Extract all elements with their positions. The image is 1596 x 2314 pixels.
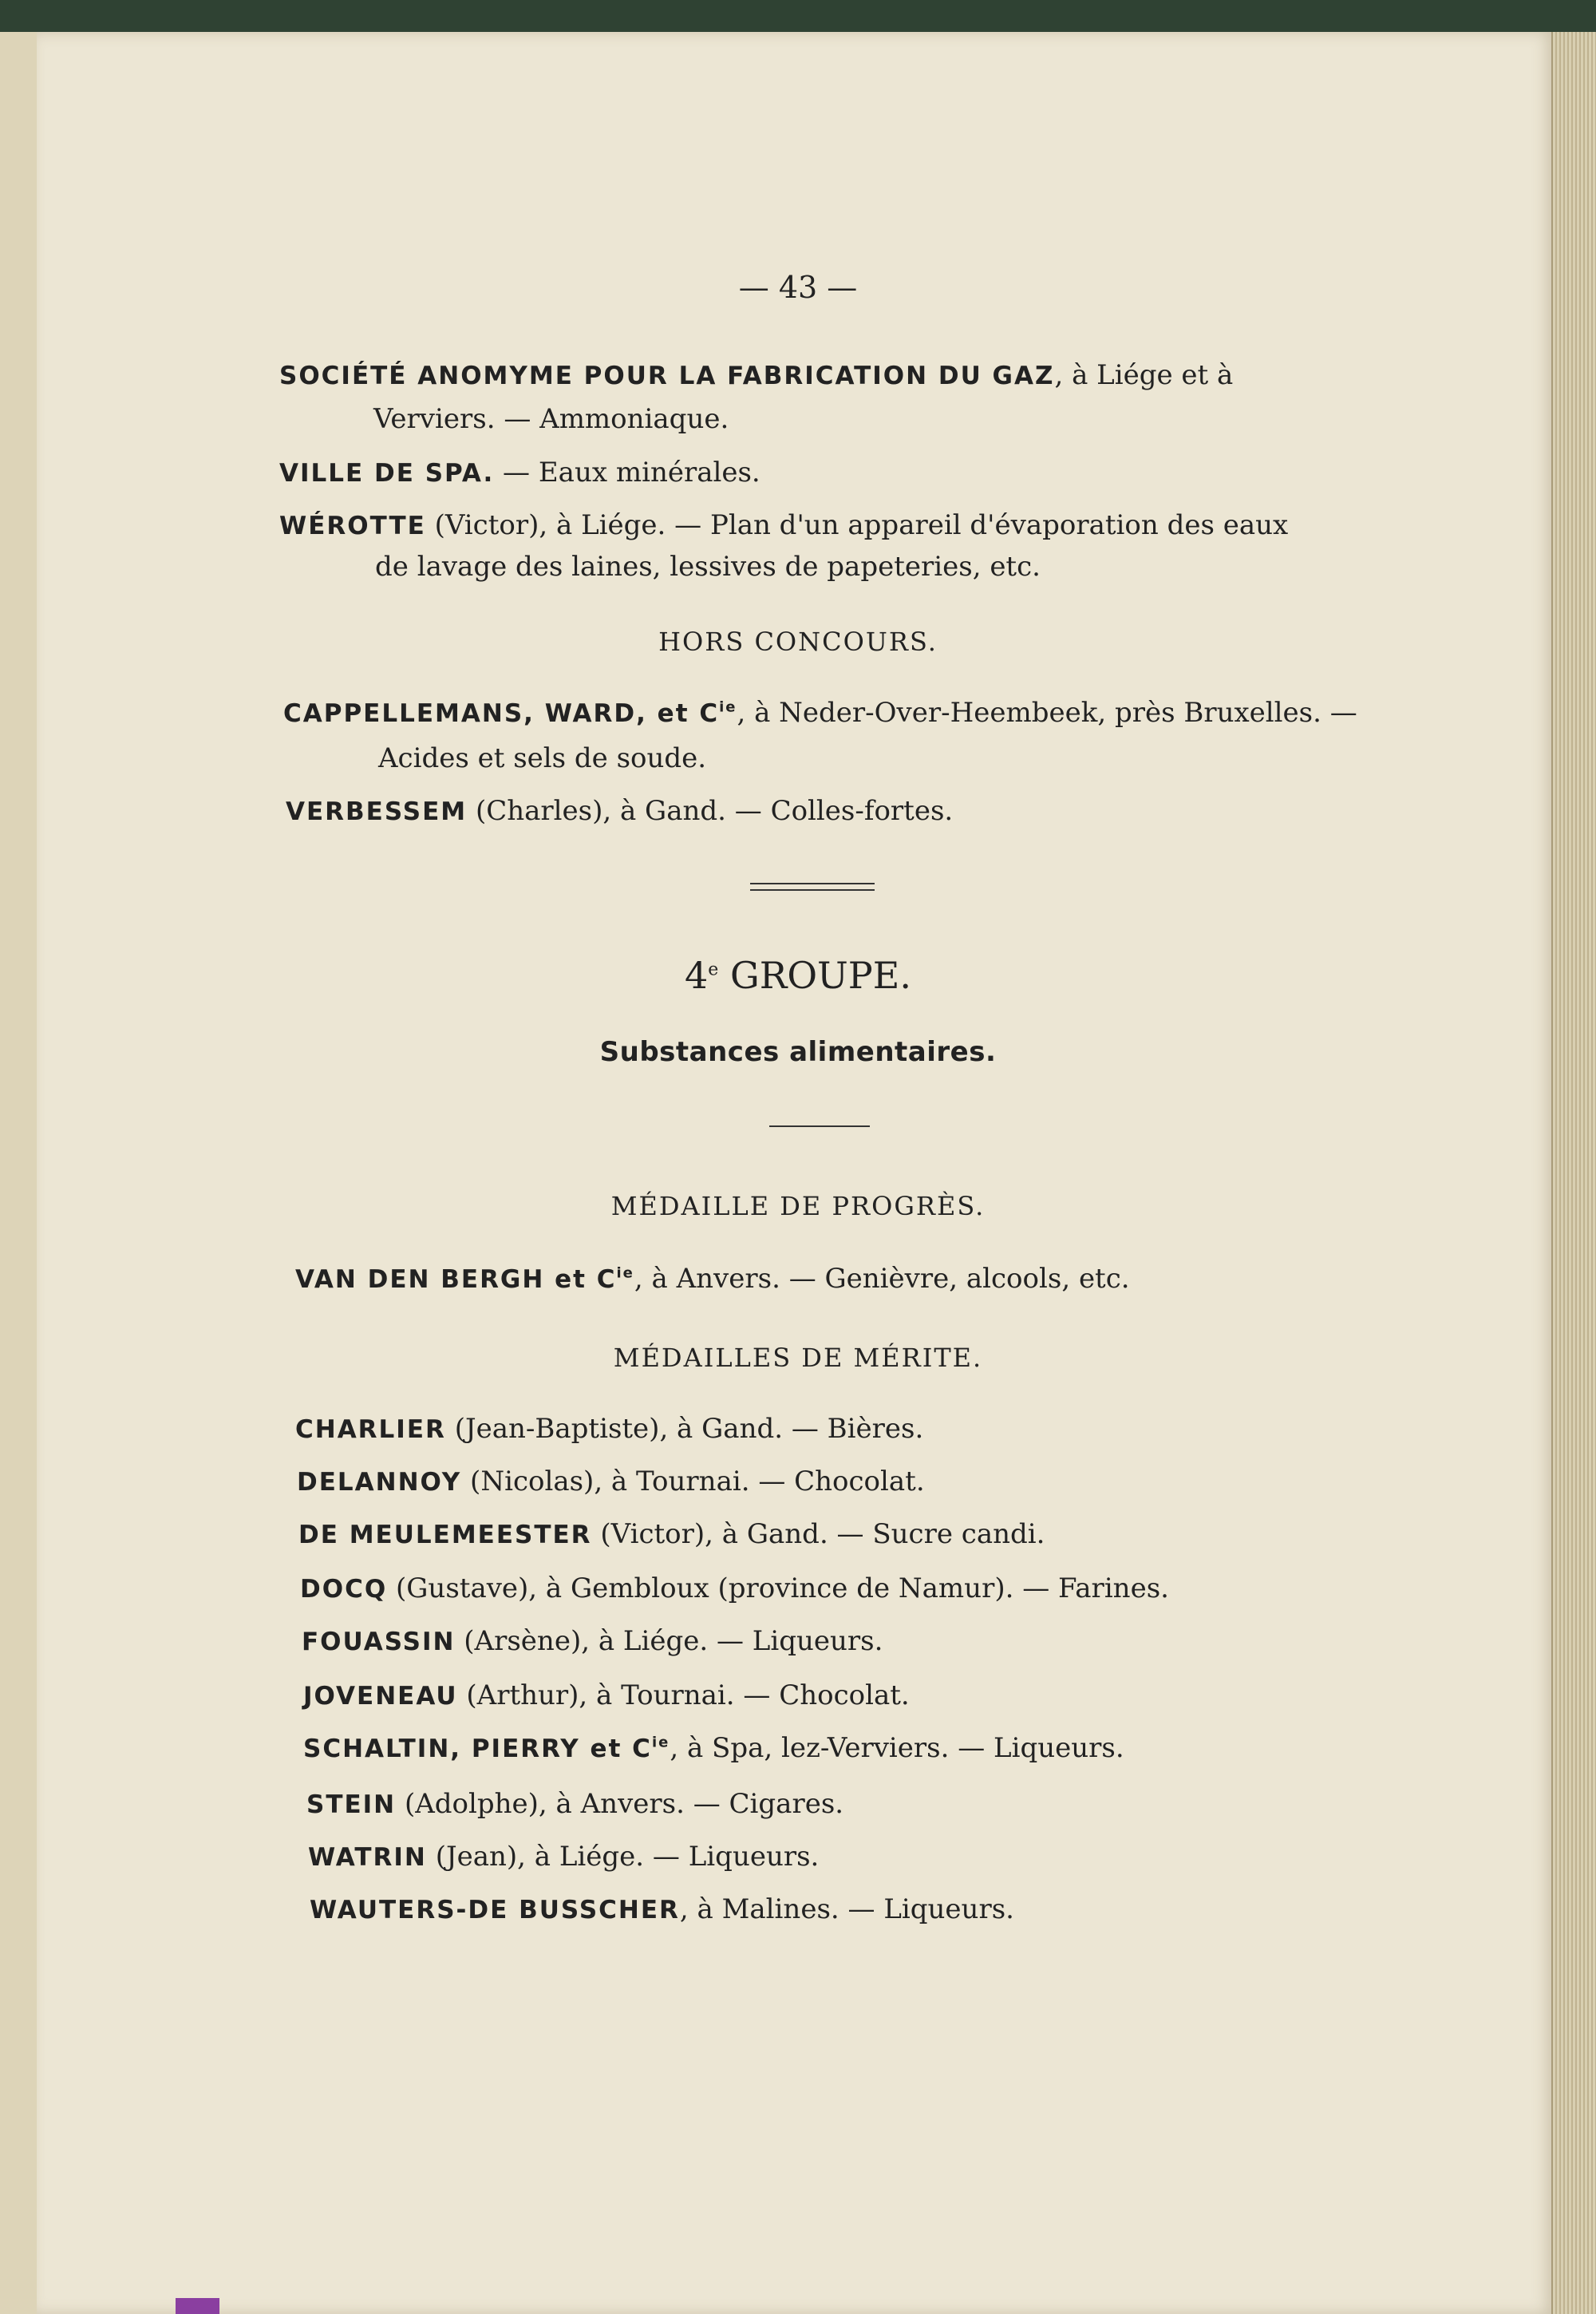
entry-name: WÉROTTE (279, 512, 426, 540)
group-sup: e (708, 959, 719, 980)
section-heading-medailles-merite: MÉDAILLES DE MÉRITE. (613, 1343, 983, 1373)
entry-text: , à Spa, lez-Verviers. — Liqueurs. (670, 1732, 1124, 1764)
entry-continuation: Acides et sels de soude. (378, 742, 707, 774)
entry-fouassin (302, 1625, 883, 1657)
entry-sup: ie (651, 1734, 670, 1751)
entry-text: (Arsène), à Liége. — Liqueurs. (455, 1625, 883, 1657)
entry-sup: ie (616, 1264, 634, 1282)
entry-name: DE MEULEMEESTER (298, 1521, 592, 1549)
divider-short (769, 1125, 870, 1127)
entry-text: (Nicolas), à Tournai. — Chocolat. (461, 1466, 925, 1497)
entry-name: JOVENEAU (303, 1682, 458, 1711)
entry-joveneau (303, 1679, 910, 1711)
entry-name: VAN DEN BERGH et C (295, 1265, 617, 1294)
group-subtitle: Substances alimentaires. (599, 1036, 997, 1068)
entry-societe-gaz (279, 359, 1233, 391)
entry-name: DOCQ (300, 1575, 388, 1604)
group-title: GROUPE. (718, 954, 911, 997)
entry-van-den-bergh (295, 1263, 1130, 1295)
entry-text: (Gustave), à Gembloux (province de Namur). — Farines. (387, 1572, 1169, 1604)
section-heading-medaille-progres: MÉDAILLE DE PROGRÈS. (610, 1191, 986, 1221)
entry-werotte (279, 509, 1288, 541)
entry-name: FOUASSIN (302, 1628, 456, 1656)
entry-wauters-de-busscher (310, 1893, 1014, 1925)
entry-text: (Jean-Baptiste), à Gand. — Bières. (445, 1413, 924, 1445)
entry-name: SOCIÉTÉ ANOMYME POUR LA FABRICATION DU GAZ (279, 362, 1055, 390)
entry-name: DELANNOY (297, 1468, 462, 1497)
entry-name: VILLE DE SPA. (279, 459, 495, 488)
page-stack-edges (1551, 32, 1596, 2314)
entry-continuation: Verviers. — Ammoniaque. (373, 403, 729, 435)
facing-page-edge (0, 32, 39, 2314)
entry-text: (Arthur), à Tournai. — Chocolat. (457, 1679, 910, 1711)
entry-continuation: de lavage des laines, lessives de papeteries, etc. (375, 551, 1041, 583)
entry-name: CAPPELLEMANS, WARD, et C (283, 699, 720, 728)
entry-text: , à Liége et à (1054, 359, 1234, 391)
entry-text: , à Malines. — Liqueurs. (679, 1893, 1014, 1925)
entry-watrin (308, 1841, 819, 1873)
entry-text: , à Anvers. — Genièvre, alcools, etc. (634, 1263, 1130, 1295)
section-heading-hors-concours: HORS CONCOURS. (658, 627, 938, 657)
entry-name: SCHALTIN, PIERRY et C (303, 1735, 652, 1763)
entry-text: — Eaux minérales. (494, 457, 760, 489)
entry-docq (300, 1572, 1169, 1604)
entry-ville-spa (279, 457, 760, 489)
entry-name: VERBESSEM (286, 797, 468, 826)
entry-text: (Victor), à Liége. — Plan d'un appareil d'évaporation des eaux (425, 509, 1289, 541)
entry-schaltin-pierry (303, 1732, 1124, 1764)
entry-stein (306, 1788, 843, 1820)
entry-name: WATRIN (308, 1843, 427, 1872)
entry-text: (Victor), à Gand. — Sucre candi. (591, 1518, 1045, 1550)
entry-delannoy (297, 1466, 925, 1497)
book-cover-top (0, 0, 1596, 32)
entry-name: WAUTERS-DE BUSSCHER (310, 1896, 680, 1924)
group-heading (0, 954, 1596, 997)
entry-text: (Adolphe), à Anvers. — Cigares. (396, 1788, 844, 1820)
entry-cappellemans (283, 697, 1357, 729)
entry-text: (Jean), à Liége. — Liqueurs. (426, 1841, 820, 1873)
divider-double-top (750, 883, 875, 884)
entry-name: CHARLIER (295, 1415, 446, 1444)
entry-text: , à Neder-Over-Heembeek, près Bruxelles. — (737, 697, 1357, 729)
entry-sup: ie (719, 698, 737, 716)
divider-double-bottom (750, 889, 875, 891)
group-number: 4 (685, 954, 709, 997)
page-number: — 43 — (738, 270, 858, 305)
entry-name: STEIN (306, 1790, 397, 1819)
entry-de-meulemeester (298, 1518, 1045, 1550)
entry-text: (Charles), à Gand. — Colles-fortes. (467, 795, 954, 827)
entry-charlier (295, 1413, 923, 1445)
bookmark-ribbon (176, 2298, 219, 2314)
entry-verbessem (286, 795, 953, 827)
